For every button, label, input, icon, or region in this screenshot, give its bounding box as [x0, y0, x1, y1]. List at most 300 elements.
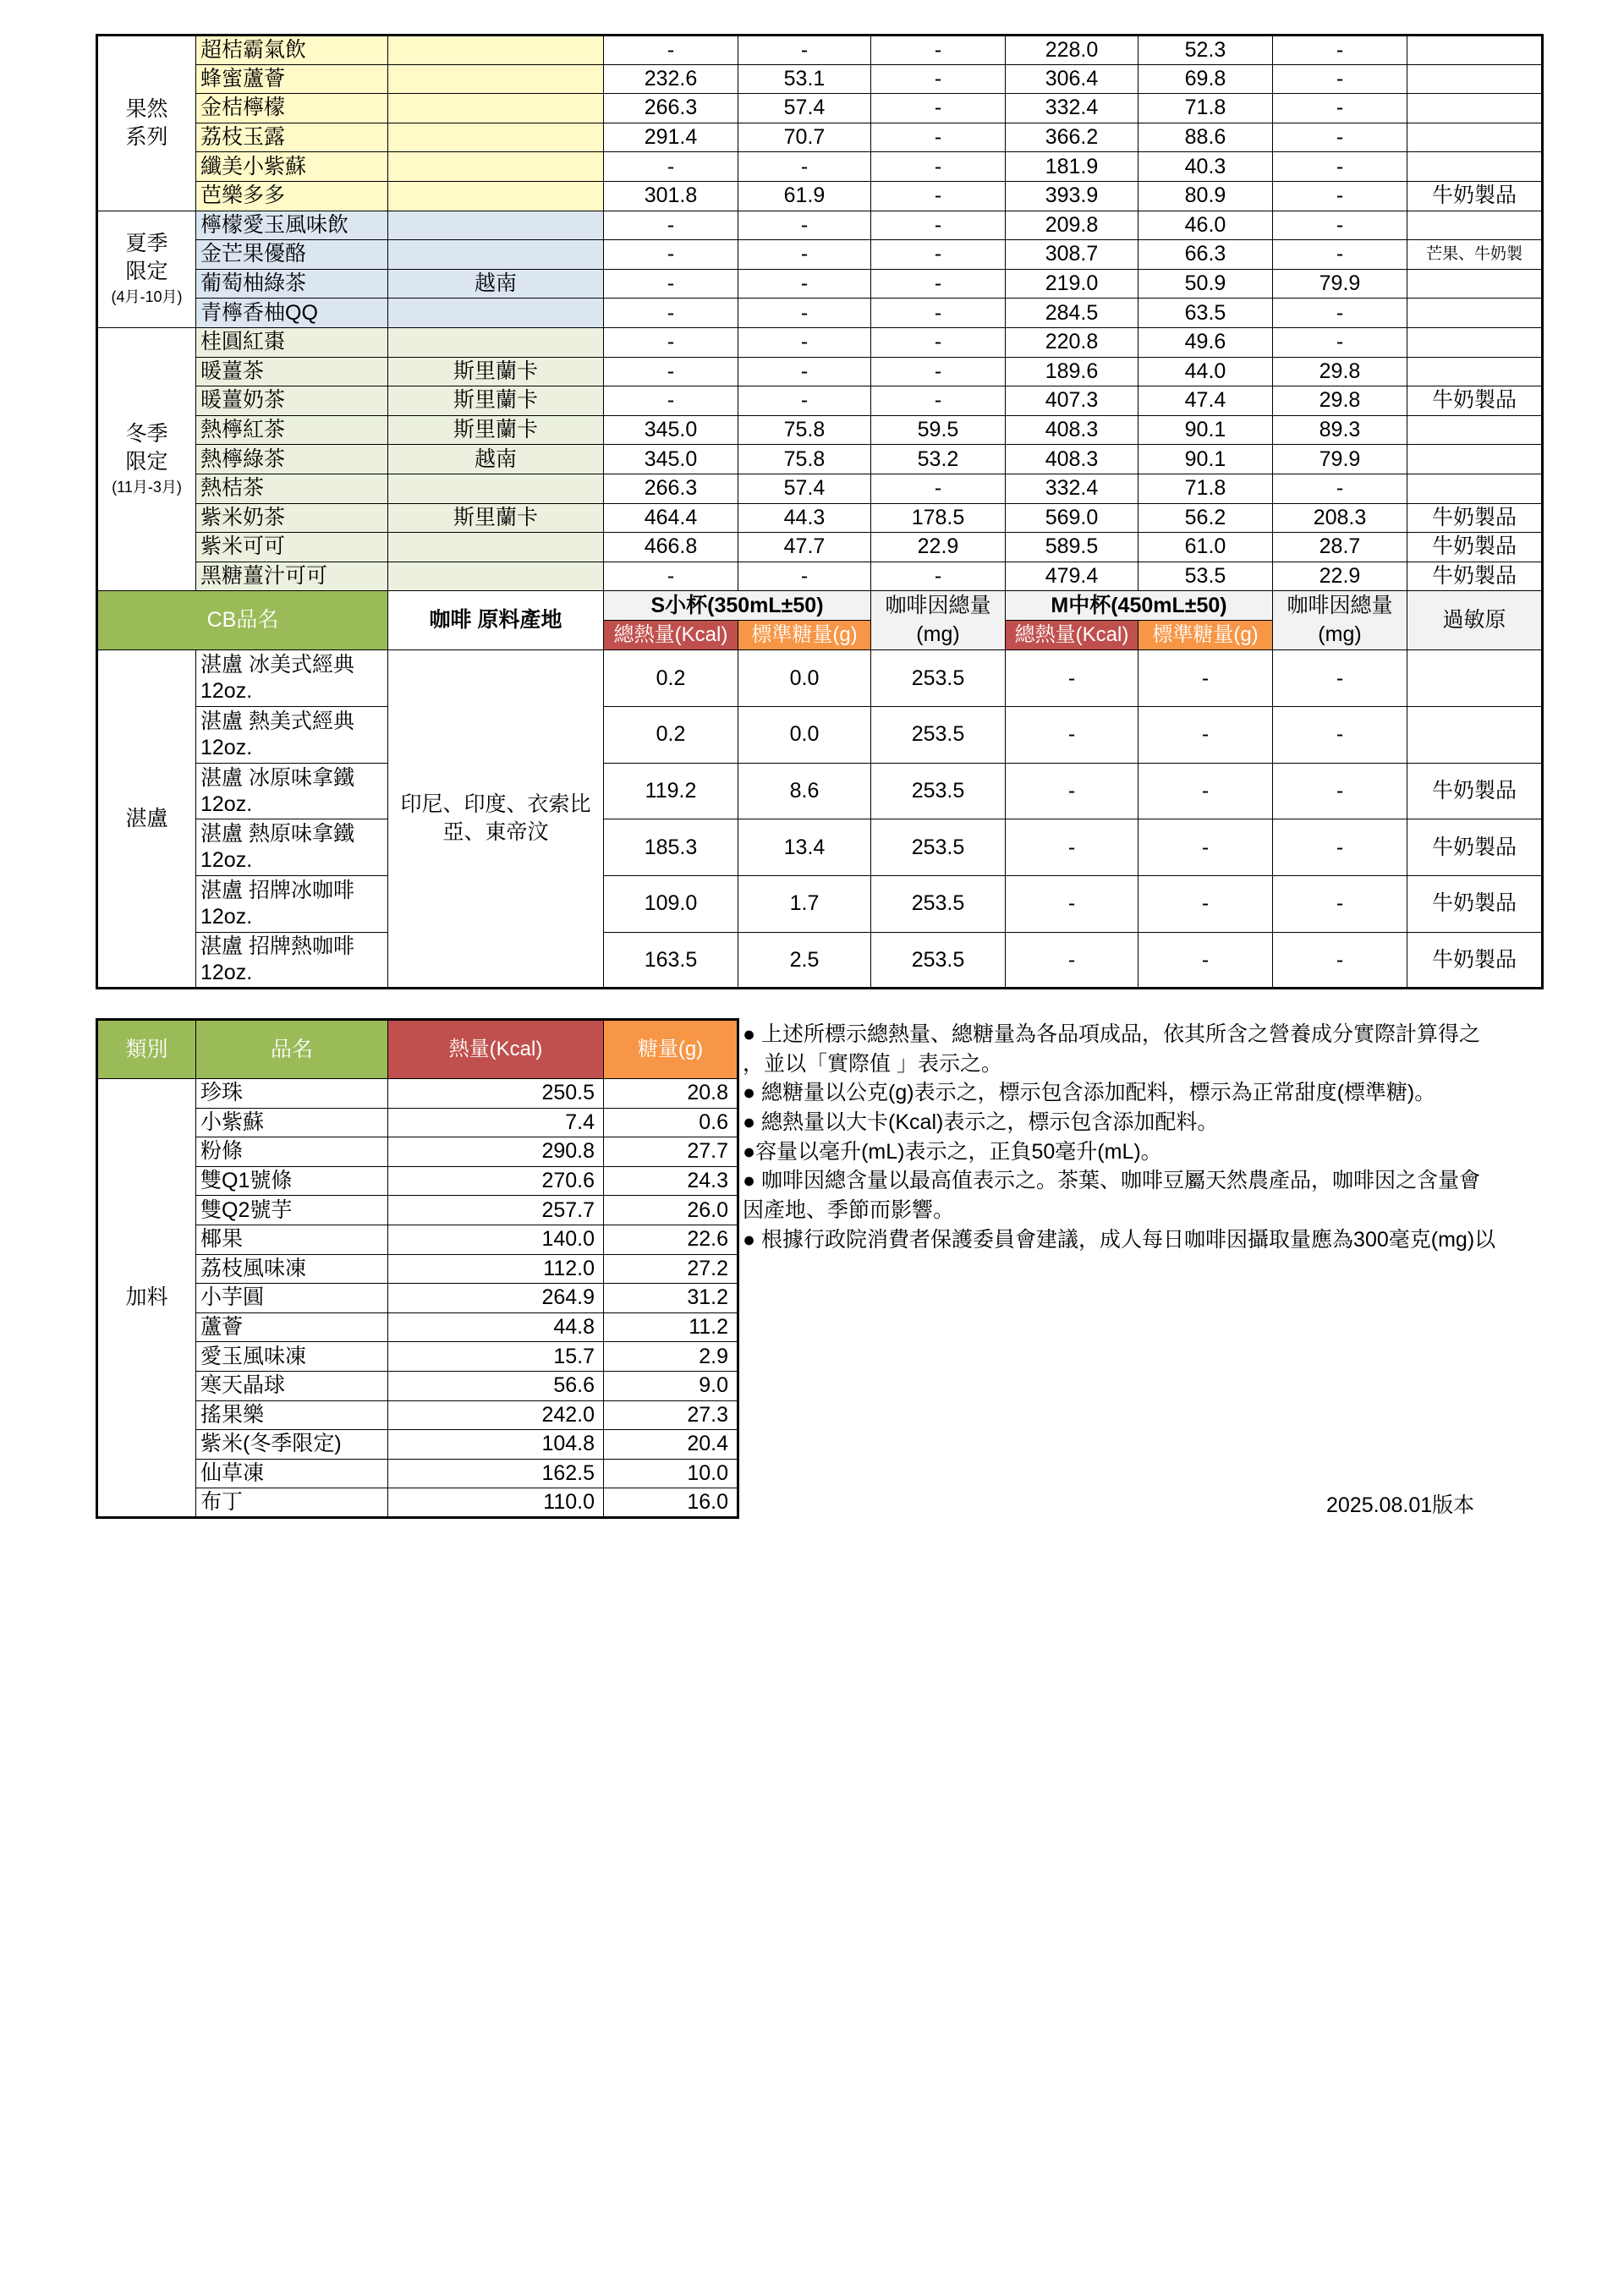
- m-sugar-value: 50.9: [1138, 269, 1273, 299]
- s-sugar-value: -: [738, 299, 871, 328]
- m-kcal-value: 332.4: [1006, 474, 1138, 503]
- s-sugar-value: -: [738, 36, 871, 65]
- s-kcal-value: 119.2: [604, 763, 738, 819]
- origin: [388, 152, 604, 182]
- m-caffeine-value: -: [1273, 240, 1407, 270]
- table-row: [97, 503, 1543, 533]
- s-kcal-value: 185.3: [604, 819, 738, 876]
- allergen: [1407, 650, 1543, 707]
- item-name: 紫米可可: [196, 533, 388, 562]
- topping-name: 雙Q1號條: [196, 1166, 388, 1196]
- allergen: 牛奶製品: [1407, 181, 1543, 211]
- s-kcal-value: 109.0: [604, 876, 738, 933]
- m-sugar-value: 88.6: [1138, 123, 1273, 152]
- topping-sugar: 2.9: [604, 1342, 738, 1372]
- m-sugar-value: 63.5: [1138, 299, 1273, 328]
- item-name: 暖薑茶: [196, 357, 388, 386]
- m-caffeine-value: 89.3: [1273, 415, 1407, 445]
- m-caffeine-value: -: [1273, 152, 1407, 182]
- note-line: ，並以「實際值 」表示之。: [743, 1051, 1002, 1076]
- item-name: 湛盧 熱美式經典12oz.: [196, 706, 388, 763]
- origin: [388, 36, 604, 65]
- topping-sugar: 27.3: [604, 1400, 738, 1430]
- s-sugar-value: -: [738, 386, 871, 416]
- m-kcal-value: -: [1006, 932, 1138, 989]
- table-row: [97, 357, 1543, 386]
- topping-name: 寒天晶球: [196, 1371, 388, 1400]
- topping-sugar: 20.4: [604, 1430, 738, 1460]
- allergen: 牛奶製品: [1407, 819, 1543, 876]
- topping-name: 仙草凍: [196, 1459, 388, 1488]
- header-caffeine-label: 咖啡因總量: [1287, 594, 1393, 618]
- topping-name: 粉條: [196, 1137, 388, 1167]
- s-sugar-value: -: [738, 211, 871, 240]
- m-caffeine-value: -: [1273, 123, 1407, 152]
- allergen: 牛奶製品: [1407, 503, 1543, 533]
- allergen: [1407, 123, 1543, 152]
- s-kcal-value: -: [604, 386, 738, 416]
- origin: [388, 123, 604, 152]
- item-name: 紫米奶茶: [196, 503, 388, 533]
- table-row: [97, 415, 1543, 445]
- table-row: [97, 269, 1543, 299]
- topping-kcal: 140.0: [388, 1225, 604, 1254]
- table-row: [97, 386, 1543, 416]
- s-caffeine-value: 253.5: [871, 819, 1006, 876]
- allergen: 牛奶製品: [1407, 533, 1543, 562]
- m-caffeine-value: -: [1273, 327, 1407, 357]
- allergen: 牛奶製品: [1407, 562, 1543, 591]
- s-caffeine-value: -: [871, 36, 1006, 65]
- m-caffeine-value: 29.8: [1273, 386, 1407, 416]
- s-caffeine-value: 59.5: [871, 415, 1006, 445]
- topping-name: 紫米(冬季限定): [196, 1430, 388, 1460]
- toppings-table: [96, 1018, 739, 1519]
- topping-kcal: 44.8: [388, 1312, 604, 1342]
- header-s-sugar: 標準糖量(g): [738, 621, 871, 650]
- table-row: [97, 94, 1543, 123]
- m-kcal-value: 220.8: [1006, 327, 1138, 357]
- m-kcal-value: 181.9: [1006, 152, 1138, 182]
- m-caffeine-value: -: [1273, 819, 1407, 876]
- version-label: 2025.08.01版本: [1326, 1493, 1475, 1517]
- topping-name: 布丁: [196, 1488, 388, 1518]
- m-kcal-value: 228.0: [1006, 36, 1138, 65]
- m-kcal-value: -: [1006, 876, 1138, 933]
- category-cell: [97, 327, 196, 590]
- m-kcal-value: -: [1006, 763, 1138, 819]
- s-caffeine-value: -: [871, 181, 1006, 211]
- coffee-row: [97, 763, 1543, 819]
- m-kcal-value: 479.4: [1006, 562, 1138, 591]
- m-kcal-value: 308.7: [1006, 240, 1138, 270]
- s-caffeine-value: -: [871, 152, 1006, 182]
- m-kcal-value: -: [1006, 650, 1138, 707]
- table-row: [97, 211, 1543, 240]
- m-sugar-value: -: [1138, 932, 1273, 989]
- m-caffeine-value: -: [1273, 211, 1407, 240]
- s-sugar-value: 61.9: [738, 181, 871, 211]
- s-kcal-value: -: [604, 152, 738, 182]
- s-kcal-value: -: [604, 269, 738, 299]
- topping-sugar: 20.8: [604, 1079, 738, 1109]
- s-kcal-value: 466.8: [604, 533, 738, 562]
- s-kcal-value: -: [604, 299, 738, 328]
- topping-kcal: 257.7: [388, 1196, 604, 1225]
- table-row: [97, 327, 1543, 357]
- m-caffeine-value: -: [1273, 36, 1407, 65]
- allergen: [1407, 211, 1543, 240]
- item-name: 金芒果優酪: [196, 240, 388, 270]
- m-kcal-value: 393.9: [1006, 181, 1138, 211]
- m-caffeine-value: -: [1273, 932, 1407, 989]
- header-s-size: S小杯(350mL±50): [604, 591, 871, 621]
- header-caffeine-unit: (mg): [1318, 622, 1362, 646]
- allergen: [1407, 64, 1543, 94]
- s-sugar-value: 53.1: [738, 64, 871, 94]
- m-caffeine-value: 79.9: [1273, 445, 1407, 474]
- m-kcal-value: 569.0: [1006, 503, 1138, 533]
- header-m-size: M中杯(450mL±50): [1006, 591, 1273, 621]
- s-caffeine-value: -: [871, 327, 1006, 357]
- s-sugar-value: -: [738, 357, 871, 386]
- m-kcal-value: 366.2: [1006, 123, 1138, 152]
- s-sugar-value: 75.8: [738, 445, 871, 474]
- header-origin: 咖啡 原料產地: [388, 591, 604, 650]
- m-sugar-value: 40.3: [1138, 152, 1273, 182]
- m-sugar-value: 69.8: [1138, 64, 1273, 94]
- s-kcal-value: -: [604, 357, 738, 386]
- s-kcal-value: 345.0: [604, 445, 738, 474]
- topping-sugar: 16.0: [604, 1488, 738, 1518]
- m-caffeine-value: 28.7: [1273, 533, 1407, 562]
- origin: 斯里蘭卡: [388, 386, 604, 416]
- m-kcal-value: -: [1006, 819, 1138, 876]
- s-sugar-value: 0.0: [738, 706, 871, 763]
- s-kcal-value: -: [604, 562, 738, 591]
- origin: 越南: [388, 445, 604, 474]
- m-caffeine-value: -: [1273, 650, 1407, 707]
- topping-kcal: 290.8: [388, 1137, 604, 1167]
- header-row: [97, 1020, 738, 1079]
- s-sugar-value: -: [738, 152, 871, 182]
- coffee-origin: 印尼、印度、衣索比亞、東帝汶: [388, 650, 604, 989]
- table-row: [97, 533, 1543, 562]
- table-row: [97, 36, 1543, 65]
- m-sugar-value: 46.0: [1138, 211, 1273, 240]
- s-sugar-value: -: [738, 240, 871, 270]
- coffee-row: [97, 876, 1543, 933]
- header-m-kcal: 總熱量(Kcal): [1006, 621, 1138, 650]
- nutrition-table: [96, 34, 1544, 989]
- s-caffeine-value: 178.5: [871, 503, 1006, 533]
- m-caffeine-value: -: [1273, 299, 1407, 328]
- m-caffeine-value: -: [1273, 474, 1407, 503]
- m-sugar-value: -: [1138, 876, 1273, 933]
- s-kcal-value: 266.3: [604, 474, 738, 503]
- category-label: 果然: [125, 96, 168, 121]
- allergen: [1407, 152, 1543, 182]
- s-sugar-value: 75.8: [738, 415, 871, 445]
- m-sugar-value: -: [1138, 819, 1273, 876]
- origin: [388, 94, 604, 123]
- notes-section: [743, 1020, 1548, 1255]
- s-sugar-value: 44.3: [738, 503, 871, 533]
- s-caffeine-value: -: [871, 474, 1006, 503]
- topping-kcal: 110.0: [388, 1488, 604, 1518]
- header-row: [97, 591, 1543, 621]
- s-kcal-value: 291.4: [604, 123, 738, 152]
- s-kcal-value: -: [604, 327, 738, 357]
- s-kcal-value: 163.5: [604, 932, 738, 989]
- allergen: [1407, 415, 1543, 445]
- m-kcal-value: 219.0: [1006, 269, 1138, 299]
- topping-kcal: 242.0: [388, 1400, 604, 1430]
- nutrition-table-body: [97, 36, 1543, 989]
- topping-kcal: 250.5: [388, 1079, 604, 1109]
- item-name: 湛盧 熱原味拿鐵12oz.: [196, 819, 388, 876]
- item-name: 蜂蜜蘆薈: [196, 64, 388, 94]
- s-kcal-value: 345.0: [604, 415, 738, 445]
- header-kcal: 熱量(Kcal): [388, 1020, 604, 1079]
- s-sugar-value: -: [738, 562, 871, 591]
- allergen: [1407, 299, 1543, 328]
- topping-kcal: 7.4: [388, 1108, 604, 1137]
- category-label: 限定: [125, 259, 168, 283]
- header-product: CB品名: [97, 591, 388, 650]
- m-sugar-value: -: [1138, 650, 1273, 707]
- topping-kcal: 264.9: [388, 1284, 604, 1313]
- s-caffeine-value: 22.9: [871, 533, 1006, 562]
- s-caffeine-value: -: [871, 123, 1006, 152]
- topping-kcal: 104.8: [388, 1430, 604, 1460]
- header-category: 類別: [97, 1020, 196, 1079]
- item-name: 葡萄柚綠茶: [196, 269, 388, 299]
- item-name: 暖薑奶茶: [196, 386, 388, 416]
- item-name: 熱檸紅茶: [196, 415, 388, 445]
- s-sugar-value: 13.4: [738, 819, 871, 876]
- allergen: [1407, 327, 1543, 357]
- header-sugar: 糖量(g): [604, 1020, 738, 1079]
- s-caffeine-value: -: [871, 562, 1006, 591]
- m-caffeine-value: -: [1273, 94, 1407, 123]
- s-caffeine-value: 253.5: [871, 932, 1006, 989]
- note-line: ● 上述所標示總熱量、總糖量為各品項成品，依其所含之營養成分實際計算得之: [743, 1022, 1481, 1046]
- coffee-row: [97, 819, 1543, 876]
- topping-name: 珍珠: [196, 1079, 388, 1109]
- item-name: 纖美小紫蘇: [196, 152, 388, 182]
- topping-sugar: 31.2: [604, 1284, 738, 1313]
- m-sugar-value: 53.5: [1138, 562, 1273, 591]
- topping-name: 小紫蘇: [196, 1108, 388, 1137]
- header-caffeine-unit: (mg): [916, 622, 960, 646]
- topping-name: 荔枝風味凍: [196, 1254, 388, 1284]
- s-caffeine-value: -: [871, 64, 1006, 94]
- table-row: [97, 240, 1543, 270]
- header-caffeine-label: 咖啡因總量: [885, 594, 991, 618]
- category-cell: [97, 211, 196, 327]
- m-sugar-value: 44.0: [1138, 357, 1273, 386]
- category-label: 冬季: [125, 421, 168, 446]
- allergen: 牛奶製品: [1407, 763, 1543, 819]
- m-sugar-value: 80.9: [1138, 181, 1273, 211]
- item-name: 黑糖薑汁可可: [196, 562, 388, 591]
- m-sugar-value: -: [1138, 763, 1273, 819]
- topping-sugar: 11.2: [604, 1312, 738, 1342]
- note-line: ● 咖啡因總含量以最高值表示之。茶葉、咖啡豆屬天然農產品，咖啡因之含量會: [743, 1169, 1481, 1193]
- m-caffeine-value: 29.8: [1273, 357, 1407, 386]
- origin: 斯里蘭卡: [388, 357, 604, 386]
- m-kcal-value: 284.5: [1006, 299, 1138, 328]
- item-name: 熱檸綠茶: [196, 445, 388, 474]
- s-caffeine-value: -: [871, 299, 1006, 328]
- m-caffeine-value: -: [1273, 181, 1407, 211]
- item-name: 芭樂多多: [196, 181, 388, 211]
- allergen: [1407, 357, 1543, 386]
- topping-name: 小芋圓: [196, 1284, 388, 1313]
- m-sugar-value: -: [1138, 706, 1273, 763]
- category-note: (4月-10月): [111, 288, 183, 305]
- toppings-table-body: [97, 1020, 738, 1518]
- allergen: 牛奶製品: [1407, 386, 1543, 416]
- allergen: 牛奶製品: [1407, 876, 1543, 933]
- s-kcal-value: 464.4: [604, 503, 738, 533]
- table-row: [97, 152, 1543, 182]
- header-m-sugar: 標準糖量(g): [1138, 621, 1273, 650]
- m-sugar-value: 90.1: [1138, 415, 1273, 445]
- origin: 越南: [388, 269, 604, 299]
- s-caffeine-value: -: [871, 240, 1006, 270]
- allergen: [1407, 36, 1543, 65]
- topping-name: 搖果樂: [196, 1400, 388, 1430]
- m-caffeine-value: -: [1273, 64, 1407, 94]
- s-caffeine-value: -: [871, 386, 1006, 416]
- topping-sugar: 9.0: [604, 1371, 738, 1400]
- note-line: 因產地、季節而影響。: [743, 1198, 955, 1223]
- item-name: 桂圓紅棗: [196, 327, 388, 357]
- m-sugar-value: 52.3: [1138, 36, 1273, 65]
- m-caffeine-value: 22.9: [1273, 562, 1407, 591]
- origin: [388, 181, 604, 211]
- s-sugar-value: 0.0: [738, 650, 871, 707]
- allergen: [1407, 269, 1543, 299]
- note-line: ● 總糖量以公克(g)表示之，標示包含添加配料，標示為正常甜度(標準糖)。: [743, 1081, 1436, 1105]
- origin: [388, 64, 604, 94]
- table-row: [97, 562, 1543, 591]
- category-cell: 湛盧: [97, 650, 196, 989]
- topping-sugar: 0.6: [604, 1108, 738, 1137]
- s-caffeine-value: -: [871, 357, 1006, 386]
- m-sugar-value: 90.1: [1138, 445, 1273, 474]
- m-kcal-value: 408.3: [1006, 445, 1138, 474]
- table-row: [97, 474, 1543, 503]
- m-sugar-value: 66.3: [1138, 240, 1273, 270]
- category-label: 限定: [125, 449, 168, 474]
- topping-sugar: 27.7: [604, 1137, 738, 1167]
- s-caffeine-value: 253.5: [871, 706, 1006, 763]
- item-name: 湛盧 招牌熱咖啡12oz.: [196, 932, 388, 989]
- category-note: (11月-3月): [112, 478, 182, 496]
- table-row: [97, 299, 1543, 328]
- header-name: 品名: [196, 1020, 388, 1079]
- origin: [388, 240, 604, 270]
- s-kcal-value: 301.8: [604, 181, 738, 211]
- item-name: 青檸香柚QQ: [196, 299, 388, 328]
- m-sugar-value: 71.8: [1138, 474, 1273, 503]
- s-caffeine-value: -: [871, 269, 1006, 299]
- s-kcal-value: -: [604, 240, 738, 270]
- s-sugar-value: 1.7: [738, 876, 871, 933]
- m-sugar-value: 61.0: [1138, 533, 1273, 562]
- note-line: ●容量以毫升(mL)表示之，正負50毫升(mL)。: [743, 1139, 1162, 1164]
- s-kcal-value: -: [604, 211, 738, 240]
- header-s-kcal: 總熱量(Kcal): [604, 621, 738, 650]
- item-name: 檸檬愛玉風味飲: [196, 211, 388, 240]
- s-sugar-value: 47.7: [738, 533, 871, 562]
- topping-sugar: 26.0: [604, 1196, 738, 1225]
- origin: [388, 474, 604, 503]
- m-sugar-value: 71.8: [1138, 94, 1273, 123]
- m-kcal-value: 589.5: [1006, 533, 1138, 562]
- s-kcal-value: 0.2: [604, 650, 738, 707]
- origin: [388, 211, 604, 240]
- topping-name: 椰果: [196, 1225, 388, 1254]
- m-caffeine-value: -: [1273, 876, 1407, 933]
- allergen: [1407, 706, 1543, 763]
- s-caffeine-value: -: [871, 94, 1006, 123]
- m-kcal-value: -: [1006, 706, 1138, 763]
- note-line: ● 根據行政院消費者保護委員會建議，成人每日咖啡因攝取量應為300毫克(mg)以: [743, 1227, 1496, 1252]
- item-name: 湛盧 招牌冰咖啡12oz.: [196, 876, 388, 933]
- s-kcal-value: 266.3: [604, 94, 738, 123]
- category-label: 系列: [125, 124, 168, 149]
- m-kcal-value: 306.4: [1006, 64, 1138, 94]
- allergen: [1407, 445, 1543, 474]
- s-kcal-value: 232.6: [604, 64, 738, 94]
- topping-name: 蘆薈: [196, 1312, 388, 1342]
- coffee-row: [97, 932, 1543, 989]
- note-line: ● 總熱量以大卡(Kcal)表示之，標示包含添加配料。: [743, 1110, 1219, 1135]
- item-name: 熱桔茶: [196, 474, 388, 503]
- topping-sugar: 24.3: [604, 1166, 738, 1196]
- origin: 斯里蘭卡: [388, 503, 604, 533]
- m-sugar-value: 56.2: [1138, 503, 1273, 533]
- m-kcal-value: 408.3: [1006, 415, 1138, 445]
- allergen: 芒果、牛奶製: [1407, 240, 1543, 270]
- m-caffeine-value: -: [1273, 706, 1407, 763]
- header-s-caffeine: [871, 591, 1006, 650]
- allergen: 牛奶製品: [1407, 932, 1543, 989]
- category-cell: 加料: [97, 1079, 196, 1518]
- origin: [388, 533, 604, 562]
- s-sugar-value: 8.6: [738, 763, 871, 819]
- s-kcal-value: -: [604, 36, 738, 65]
- topping-sugar: 22.6: [604, 1225, 738, 1254]
- item-name: 湛盧 冰原味拿鐵12oz.: [196, 763, 388, 819]
- topping-sugar: 27.2: [604, 1254, 738, 1284]
- s-sugar-value: 2.5: [738, 932, 871, 989]
- topping-kcal: 56.6: [388, 1371, 604, 1400]
- coffee-row: [97, 650, 1543, 707]
- topping-name: 雙Q2號芋: [196, 1196, 388, 1225]
- s-sugar-value: -: [738, 269, 871, 299]
- s-sugar-value: 57.4: [738, 474, 871, 503]
- m-kcal-value: 189.6: [1006, 357, 1138, 386]
- s-kcal-value: 0.2: [604, 706, 738, 763]
- allergen: [1407, 474, 1543, 503]
- table-row: [97, 181, 1543, 211]
- item-name: 超桔霸氣飲: [196, 36, 388, 65]
